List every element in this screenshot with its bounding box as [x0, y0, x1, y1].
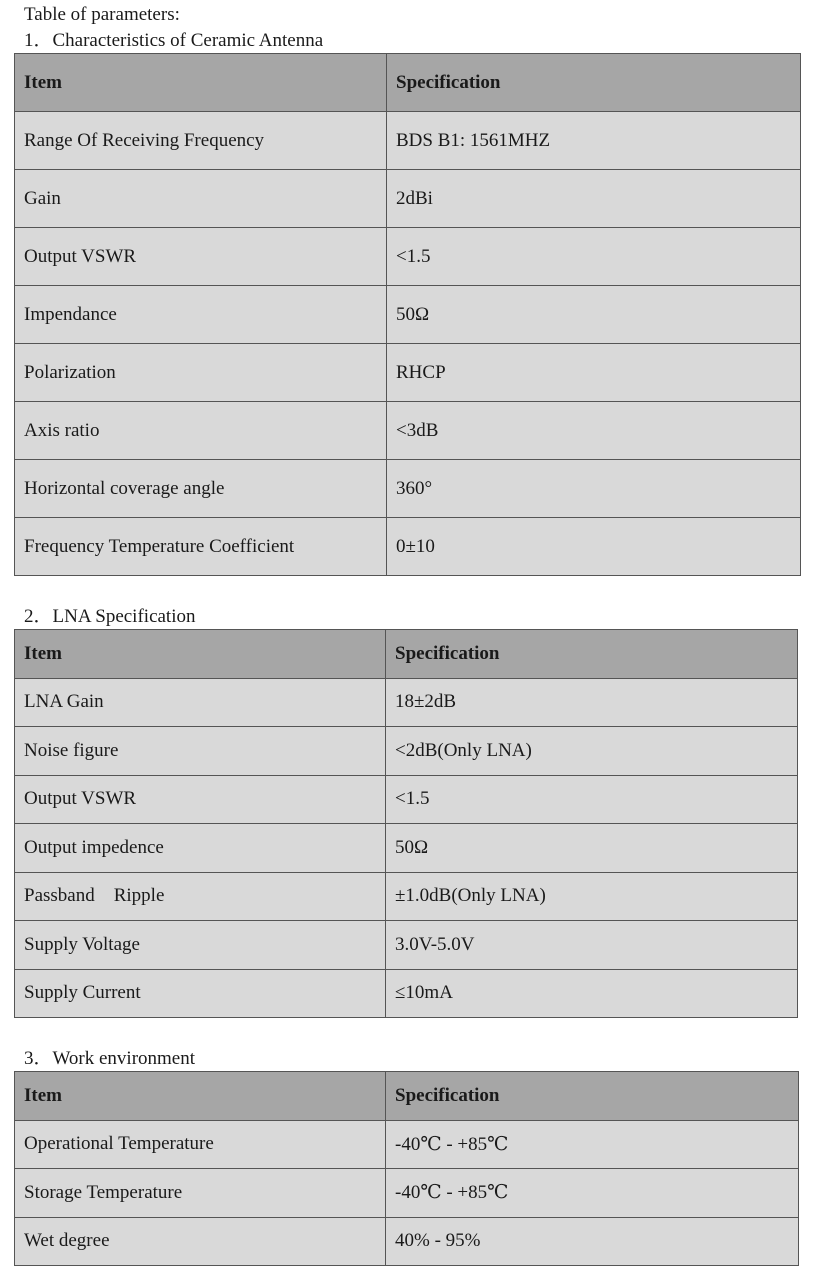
- spec-cell: ±1.0dB(Only LNA): [386, 872, 798, 921]
- spec-cell: 50Ω: [387, 286, 801, 344]
- item-cell: Polarization: [15, 344, 387, 402]
- spec-cell: 50Ω: [386, 824, 798, 873]
- item-cell: Range Of Receiving Frequency: [15, 112, 387, 170]
- spec-cell: 0±10: [387, 518, 801, 576]
- table-row: [15, 402, 801, 460]
- table-row: [15, 824, 798, 873]
- table-row: [15, 286, 801, 344]
- header-item: Item: [15, 1072, 386, 1121]
- item-cell: Output impedence: [15, 824, 386, 873]
- table-row: [15, 228, 801, 286]
- spec-cell: 2dBi: [387, 170, 801, 228]
- item-cell: Passband Ripple: [15, 872, 386, 921]
- work-environment-table: [14, 1071, 799, 1266]
- item-cell: LNA Gain: [15, 678, 386, 727]
- table-row: [15, 1169, 799, 1218]
- spec-cell: ≤10mA: [386, 969, 798, 1018]
- section-title-work-environment: 3．Work environment: [24, 1048, 196, 1069]
- table-row: [15, 344, 801, 402]
- header-specification: Specification: [386, 1072, 799, 1121]
- lna-spec-table: [14, 629, 798, 1018]
- item-cell: Supply Current: [15, 969, 386, 1018]
- table-row: [15, 170, 801, 228]
- item-cell: Supply Voltage: [15, 921, 386, 970]
- spec-cell: 40% - 95%: [386, 1217, 799, 1266]
- item-cell: Impendance: [15, 286, 387, 344]
- spec-cell: -40℃ - +85℃: [386, 1120, 799, 1169]
- section-title-ceramic-antenna: 1．Characteristics of Ceramic Antenna: [24, 30, 324, 51]
- spec-cell: 360°: [387, 460, 801, 518]
- ceramic-antenna-table: [14, 53, 801, 576]
- header-item: Item: [15, 630, 386, 679]
- document-intro: Table of parameters:: [24, 4, 180, 25]
- table-row: [15, 112, 801, 170]
- header-specification: Specification: [386, 630, 798, 679]
- table-header-row: [15, 1072, 799, 1121]
- spec-cell: <1.5: [387, 228, 801, 286]
- item-cell: Wet degree: [15, 1217, 386, 1266]
- spec-cell: 18±2dB: [386, 678, 798, 727]
- spec-cell: 3.0V-5.0V: [386, 921, 798, 970]
- table-row: [15, 1120, 799, 1169]
- table-row: [15, 460, 801, 518]
- table-row: [15, 727, 798, 776]
- item-cell: Storage Temperature: [15, 1169, 386, 1218]
- table-row: [15, 969, 798, 1018]
- item-cell: Gain: [15, 170, 387, 228]
- spec-cell: BDS B1: 1561MHZ: [387, 112, 801, 170]
- table-row: [15, 518, 801, 576]
- table-header-row: [15, 630, 798, 679]
- header-item: Item: [15, 54, 387, 112]
- item-cell: Horizontal coverage angle: [15, 460, 387, 518]
- item-cell: Output VSWR: [15, 775, 386, 824]
- spec-cell: <2dB(Only LNA): [386, 727, 798, 776]
- table-row: [15, 872, 798, 921]
- table-row: [15, 921, 798, 970]
- header-specification: Specification: [387, 54, 801, 112]
- spec-cell: RHCP: [387, 344, 801, 402]
- item-cell: Output VSWR: [15, 228, 387, 286]
- table-row: [15, 1217, 799, 1266]
- item-cell: Frequency Temperature Coefficient: [15, 518, 387, 576]
- item-cell: Axis ratio: [15, 402, 387, 460]
- table-row: [15, 678, 798, 727]
- section-title-lna: 2．LNA Specification: [24, 606, 196, 627]
- table-header-row: [15, 54, 801, 112]
- table-row: [15, 775, 798, 824]
- item-cell: Noise figure: [15, 727, 386, 776]
- spec-cell: <3dB: [387, 402, 801, 460]
- spec-cell: <1.5: [386, 775, 798, 824]
- item-cell: Operational Temperature: [15, 1120, 386, 1169]
- spec-cell: -40℃ - +85℃: [386, 1169, 799, 1218]
